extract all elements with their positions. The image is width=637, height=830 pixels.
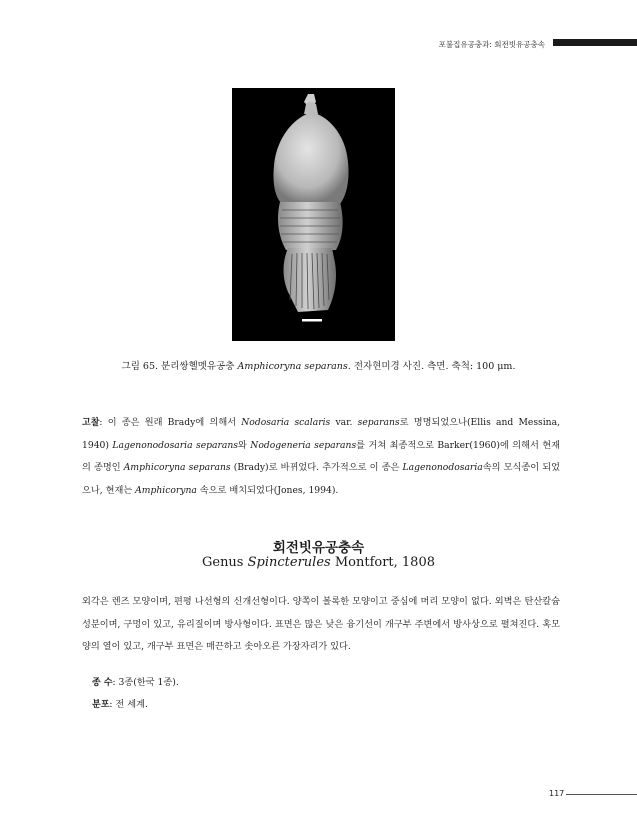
- taxon-name: Nodosaria scalaris: [241, 417, 331, 428]
- caption-suffix: . 전자현미경 사진. 측면. 축척: 100 μm.: [347, 361, 516, 372]
- discussion-text: 와: [238, 439, 251, 451]
- taxon-name: Lagenonodosaria separans: [112, 439, 238, 451]
- species-count-value: : 3종(한국 1종).: [112, 677, 179, 688]
- section-title-genus: [0, 555, 637, 570]
- caption-prefix: 그림 65. 분리쌍헬멧유공충: [121, 361, 238, 372]
- distribution-value: : 전 세계.: [109, 699, 148, 710]
- discussion-label: 고찰: [82, 418, 100, 428]
- caption-species: Amphicoryna separans: [237, 361, 348, 372]
- discussion-text: var.: [330, 417, 358, 428]
- distribution: [92, 696, 148, 710]
- discussion-paragraph: [82, 412, 560, 503]
- discussion-text: (Brady)로 바뀌었다. 추가적으로 이 종은: [230, 462, 403, 474]
- taxon-name: separans: [357, 417, 400, 428]
- footer-rule: [566, 794, 637, 795]
- genus-prefix: Genus: [201, 555, 248, 570]
- discussion-text: 속으로 배치되었다(Jones, 1994).: [196, 485, 339, 497]
- species-count-label: 종 수: [92, 678, 113, 688]
- discussion-text: 로 명명되었으나(Ellis and Messina, 1940): [82, 417, 560, 451]
- running-header: 포불집유공충과: 회전빗유공충속: [438, 40, 545, 49]
- discussion-text: : 이 종은 원래 Brady에 의해서: [99, 417, 242, 428]
- taxon-name: Nodogeneria separans: [250, 439, 357, 451]
- foraminifera-specimen-image: [232, 88, 395, 341]
- discussion-text: 를 거쳐 최종적으로 Barker(1960)에 의해서 현재의 종명인: [82, 439, 561, 474]
- taxon-name: Amphicoryna separans: [123, 462, 231, 474]
- header-bar: [553, 39, 637, 46]
- taxon-name: Amphicoryna: [135, 485, 197, 497]
- genus-name: Spincterules: [247, 555, 331, 570]
- description-paragraph: 외각은 렌즈 모양이며, 편평 나선형의 신개선형이다. 양쪽이 볼록한 모양이고 중심에 머리 모양이 없다. 외벽은 탄산칼슘 성분이며, 구멍이 있고, 유리질이며 방사형이다. 표면은 많은 낮은 융기선이 개구부 주변에서 방사상으로 펼쳐진다. 혹모양의 열이 있고, 개구부 표면은 매끈하고 솟아오른 가장자리가 있다.: [82, 596, 560, 653]
- figure-caption: [0, 358, 637, 372]
- distribution-label: 분포: [92, 700, 110, 710]
- sem-photo: [232, 88, 395, 341]
- section-title-korean: 회전빗유공충속: [272, 540, 365, 556]
- genus-suffix: Montfort, 1808: [330, 555, 435, 570]
- discussion-text: 속의 모식종이 되었으나, 현재는: [82, 462, 560, 497]
- page-number: 117: [549, 789, 565, 798]
- species-count: [92, 674, 179, 688]
- taxon-name: Lagenonodosaria: [402, 462, 483, 474]
